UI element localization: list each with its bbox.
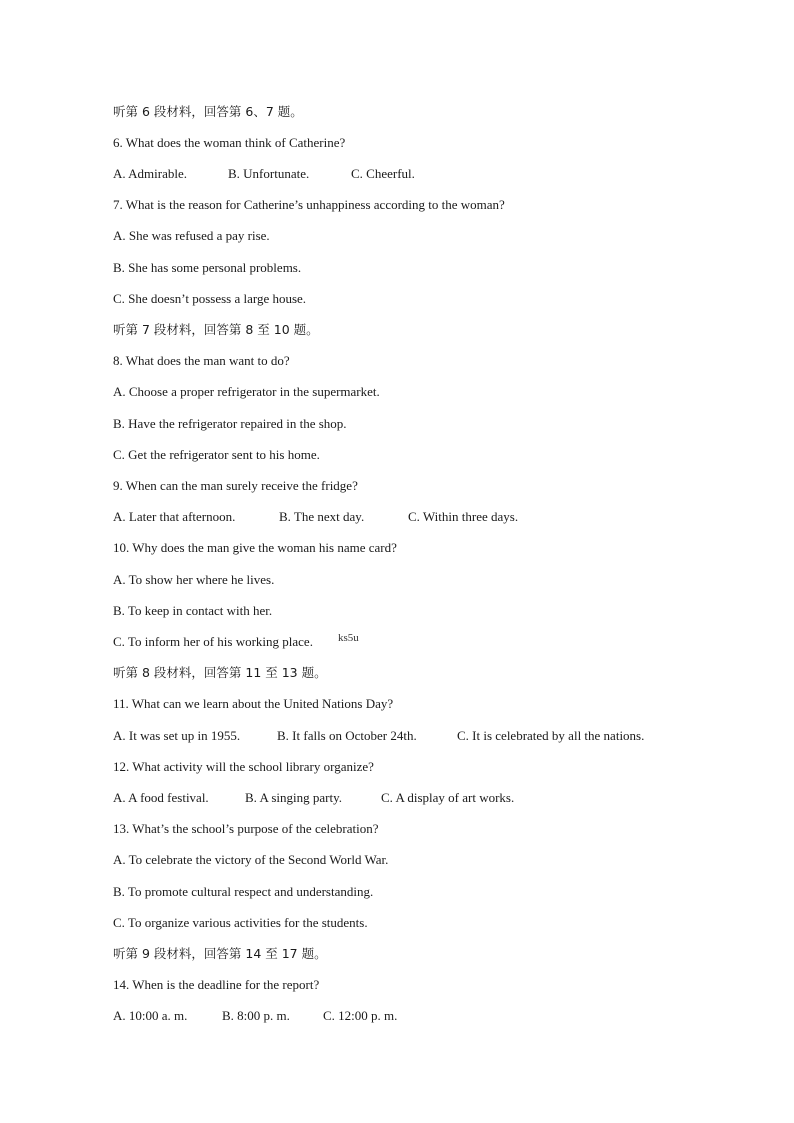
option-b: B. It falls on October 24th.: [277, 728, 417, 743]
question-10: 10. Why does the man give the woman his name card?: [113, 540, 397, 555]
section-heading: 听第 8 段材料，回答第 11 至 13 题。: [113, 665, 327, 680]
section-heading: 听第 6 段材料，回答第 6、7 题。: [113, 104, 303, 119]
question-6: 6. What does the woman think of Catherine?: [113, 135, 346, 150]
question-14: 14. When is the deadline for the report?: [113, 977, 320, 992]
question-9: 9. When can the man surely receive the fridge?: [113, 478, 358, 493]
option-b: B. 8:00 p. m.: [222, 1008, 290, 1023]
option-b: B. The next day.: [279, 509, 365, 524]
question-13: 13. What’s the school’s purpose of the celebration?: [113, 821, 379, 836]
section-heading: 听第 7 段材料，回答第 8 至 10 题。: [113, 322, 319, 337]
question-12-options: [113, 790, 514, 806]
question-11-options: [113, 728, 644, 744]
option-c: C. To inform her of his working place.: [113, 634, 313, 649]
option-a: A. 10:00 a. m.: [113, 1008, 188, 1023]
option-c: C. 12:00 p. m.: [323, 1008, 398, 1023]
option-a: A. Choose a proper refrigerator in the supermarket.: [113, 384, 380, 399]
option-c: C. Cheerful.: [351, 166, 415, 181]
option-a: A. A food festival.: [113, 790, 209, 805]
option-b: B. She has some personal problems.: [113, 260, 302, 275]
option-c: C. To organize various activities for the students.: [113, 915, 368, 930]
option-a: A. It was set up in 1955.: [113, 728, 241, 743]
option-a: A. She was refused a pay rise.: [113, 228, 270, 243]
question-7: 7. What is the reason for Catherine’s unhappiness according to the woman?: [113, 197, 505, 212]
question-6-options: [113, 166, 415, 182]
option-c: C. A display of art works.: [381, 790, 515, 805]
option-b: B. To promote cultural respect and understanding.: [113, 884, 374, 899]
option-c: C. She doesn’t possess a large house.: [113, 291, 307, 306]
option-b: B. Have the refrigerator repaired in the shop.: [113, 416, 347, 431]
option-b: B. To keep in contact with her.: [113, 603, 273, 618]
question-14-options: [113, 1008, 397, 1024]
question-11: 11. What can we learn about the United Nations Day?: [113, 696, 394, 711]
question-8: 8. What does the man want to do?: [113, 353, 290, 368]
option-b: B. A singing party.: [245, 790, 343, 805]
option-b: B. Unfortunate.: [228, 166, 310, 181]
option-c: C. Within three days.: [408, 509, 519, 524]
option-a: A. To celebrate the victory of the Second World War.: [113, 852, 389, 867]
option-a: A. To show her where he lives.: [113, 572, 275, 587]
option-a: A. Later that afternoon.: [113, 509, 236, 524]
option-c: C. It is celebrated by all the nations.: [457, 728, 645, 743]
section-heading: 听第 9 段材料，回答第 14 至 17 题。: [113, 946, 327, 961]
question-12: 12. What activity will the school library organize?: [113, 759, 374, 774]
watermark-text: ks5u: [338, 632, 359, 644]
option-a: A. Admirable.: [113, 166, 188, 181]
question-9-options: [113, 509, 518, 525]
option-c: C. Get the refrigerator sent to his home.: [113, 447, 320, 462]
